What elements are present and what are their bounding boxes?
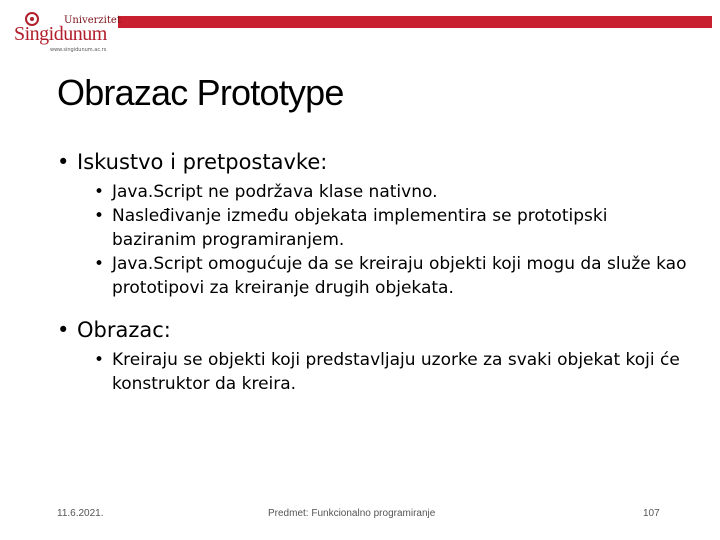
- bullet-list: [57, 148, 687, 396]
- header-accent-bar: [118, 16, 712, 28]
- logo-university-label: Univerzitet: [64, 15, 121, 26]
- university-logo: [8, 10, 121, 56]
- sub-bullet: • Java.Script ne podržava klase nativno.: [94, 180, 687, 204]
- sub-bullet-list: [57, 348, 687, 396]
- sub-bullet: • Nasleđivanje između objekata implementira se prototipski baziranim programiranjem.: [94, 204, 687, 252]
- bullet-pattern: • Obrazac:: [57, 316, 687, 344]
- bullet-assumptions: • Iskustvo i pretpostavke:: [57, 148, 687, 176]
- sub-bullet: • Kreiraju se objekti koji predstavljaju uzorke za svaki objekat koji će konstruktor da kreira.: [94, 348, 687, 396]
- footer-date: 11.6.2021.: [57, 508, 104, 519]
- sub-bullet-list: [57, 180, 687, 300]
- slide-title: Obrazac Prototype: [57, 72, 344, 113]
- logo-url: www.singidunum.ac.rs: [50, 47, 107, 53]
- sub-bullet: • Java.Script omogućuje da se kreiraju objekti koji mogu da služe kao prototipovi za kreiranje drugih objekata.: [94, 252, 687, 300]
- logo-name: Singidunum: [14, 23, 107, 45]
- page-number: 107: [643, 508, 660, 519]
- footer-subject: Predmet: Funkcionalno programiranje: [268, 508, 436, 519]
